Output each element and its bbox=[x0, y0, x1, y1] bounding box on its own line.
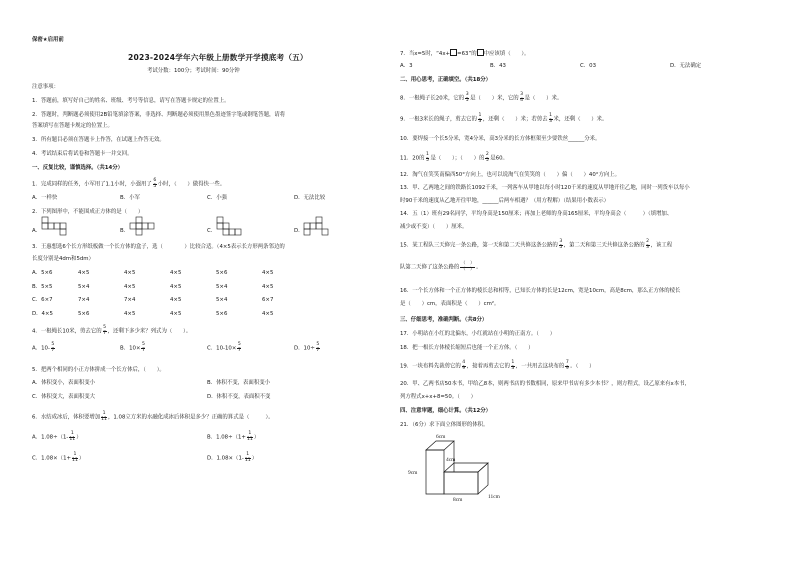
question-8: 8．一根绳子长20米，它的 $\frac{3}{5}$ 是（ ）米，它的 $\frac{3}{4}$ 是（ ）米。 bbox=[400, 92, 563, 103]
question-6: 6．水结成冰后，体积要增加 $\frac{1}{11}$ ，1.08立方米的水融化成冰后体积是多少？正确的算式是（ ）。 bbox=[32, 411, 274, 422]
fraction: $\frac{1}{11}$ bbox=[101, 411, 107, 422]
question-18: 18．把一根长方体棱长缩短后也能一个正方体。（ ） bbox=[400, 345, 534, 351]
fraction: $\frac{5}{7}$ bbox=[103, 325, 107, 336]
option-cell: 5×6 bbox=[78, 310, 90, 317]
option-a[interactable]: A．一样快 bbox=[32, 195, 58, 201]
option-b[interactable]: B．10× $\frac{5}{7}$ bbox=[120, 342, 145, 353]
question-15: 15．某工程队三天修完一条公路，第一天和第二天共修这条公路的 $\frac{3}{5}$ ，第二天和第三天共修这条公路的 $\frac{2}{3}$ ，该工程 bbox=[400, 239, 673, 250]
question-7: 7．当x=5时，“4x+ =63”的 中应该填（ ）。 bbox=[400, 51, 530, 57]
option-d[interactable]: D．无法确定 bbox=[670, 63, 702, 69]
notice-item: 答案填写在答题卡规定的位置上。 bbox=[32, 123, 113, 129]
question-13: 13．甲、乙两地之间的铁路长1092千米，一列客车从甲地以每小时120千米的速度从甲地开往乙地，同时一列货车以每小 bbox=[400, 185, 690, 191]
question-20-line2: 列方程式x+x+8=50。（ ） bbox=[400, 394, 477, 400]
notice-item: 2．答题时，判断题必须使用2B铅笔填涂答案，非选择、判断题必须使用黑色墨迹签字笔或钢笔答题，请将 bbox=[32, 112, 286, 118]
option-d[interactable]: D． bbox=[294, 228, 304, 234]
option-c[interactable]: C． bbox=[207, 228, 217, 234]
option-cell: 4×5 bbox=[262, 283, 274, 290]
question-4: 4．一根绳长10米，剪去它的 $\frac{5}{7}$ ，还剩下多少米？列式为（ ）。 bbox=[32, 325, 192, 336]
label-bottom-right: 11cm bbox=[488, 494, 500, 500]
option-a[interactable]: A．体积变小，表面积变小 bbox=[32, 380, 95, 386]
option-a[interactable]: A．10- $\frac{5}{7}$ bbox=[32, 342, 55, 353]
fraction: $\frac{6}{5}$ bbox=[153, 178, 157, 189]
question-13-line2: 时90千米的速度从乙地开往甲地，______后两车相遇？（用方程解）（结果用小数表示） bbox=[400, 198, 610, 204]
blank-box bbox=[477, 49, 484, 56]
option-cell: 4×5 bbox=[170, 270, 182, 276]
exam-title: 2023-2024学年六年级上册数学开学摸底考（五） bbox=[128, 53, 308, 62]
option-d[interactable]: D．体积不变，表面积不变 bbox=[207, 394, 271, 400]
question-12: 12．淘气在笑笑南偏西50°方向上，也可以说淘气在笑笑的（ ）偏（ ）40°方向上。 bbox=[400, 172, 621, 178]
option-b[interactable]: B．体积不变，表面积变小 bbox=[207, 380, 270, 386]
secret-tag: 保密★启用前 bbox=[32, 37, 64, 43]
option-cell: 5×6 bbox=[216, 310, 228, 317]
option-d[interactable]: D．1.08×（1- $\frac{1}{11}$ ） bbox=[207, 452, 258, 463]
option-cell: 4×5 bbox=[170, 310, 182, 317]
question-16: 16．一个长方体和一个正方体的棱长总和相等，已知长方体的长是12cm，宽是10cm，高是8cm，那么正方体的棱长 bbox=[400, 288, 681, 294]
label-top: 6cm bbox=[436, 434, 446, 440]
section-heading: 三、仔细思考，准确判断。（共8分） bbox=[400, 317, 488, 323]
blank-box bbox=[450, 49, 457, 56]
option-c[interactable]: C．体积变大，表面积变大 bbox=[32, 394, 96, 400]
cube-net-a bbox=[42, 217, 72, 239]
question-14-line2: 减少或不变）（ ）厘米。 bbox=[400, 224, 468, 230]
question-2: 2．下列图形中，不能围成正方体的是（ ） bbox=[32, 209, 144, 215]
option-b[interactable]: B．小军 bbox=[120, 195, 140, 201]
option-a[interactable]: A．1.08÷（1- $\frac{1}{11}$ ） bbox=[32, 431, 82, 442]
exam-info: 考试分数：100分；考试时间：90分钟 bbox=[147, 68, 240, 74]
option-cell: 4×5 bbox=[170, 297, 182, 303]
notice-item: 4．考试结束后将试卷和答题卡一并交回。 bbox=[32, 151, 133, 157]
option-cell: 4×5 bbox=[78, 270, 90, 276]
option-a[interactable]: A．3 bbox=[400, 63, 413, 69]
question-15-line2: 队第二天修了这条公路的 $\frac{( )}{( )}$ 。 bbox=[400, 261, 482, 272]
question-3-line2: 长度分别是4dm和5dm） bbox=[32, 256, 94, 262]
option-cell: 4×5 bbox=[124, 270, 136, 276]
cube-net-d bbox=[304, 217, 334, 239]
option-b[interactable]: B．1.08÷（1+ $\frac{1}{11}$ ） bbox=[207, 431, 260, 442]
option-cell: 4×5 bbox=[124, 283, 136, 290]
label-bottom-mid: 8cm bbox=[453, 497, 463, 503]
option-d[interactable]: D．无法比较 bbox=[294, 195, 326, 201]
option-row-label[interactable]: C．6×7 bbox=[32, 297, 53, 303]
option-cell: 7×4 bbox=[78, 297, 90, 303]
section-heading: 四、注意审题，细心计算。（共12分） bbox=[400, 408, 492, 414]
option-cell: 4×5 bbox=[170, 283, 182, 290]
question-9: 9．一根3米长的绳子，剪去它的 $\frac{1}{3}$ ，还剩（ ）米；若剪去 $\frac{1}{3}$ 米，还剩（ ）米。 bbox=[400, 113, 608, 124]
notice-heading: 注意事项： bbox=[32, 84, 59, 90]
option-cell: 5×4 bbox=[78, 283, 90, 290]
option-c[interactable]: C．10-10× $\frac{5}{7}$ bbox=[207, 342, 241, 353]
option-b[interactable]: B．43 bbox=[490, 63, 506, 69]
section-heading: 一、反复比较，谨慎选择。（共14分） bbox=[32, 165, 124, 171]
option-c[interactable]: C．03 bbox=[580, 63, 597, 69]
option-d[interactable]: D．10÷ $\frac{5}{7}$ bbox=[294, 342, 320, 353]
cube-net-b bbox=[130, 217, 160, 239]
option-cell: 4×5 bbox=[262, 310, 274, 317]
option-c[interactable]: C．1.08×（1+ $\frac{1}{11}$ ） bbox=[32, 452, 85, 463]
option-cell: 5×6 bbox=[216, 270, 228, 276]
option-cell: 4×5 bbox=[262, 270, 274, 276]
label-mid: 4cm bbox=[446, 457, 456, 463]
solid-figure bbox=[406, 432, 516, 504]
question-16-line2: 是（ ）cm，表面积是（ ）cm²。 bbox=[400, 301, 500, 307]
answer-fraction[interactable]: $\frac{( )}{( )}$ bbox=[460, 261, 475, 272]
cube-net-c bbox=[217, 217, 247, 239]
option-cell: 5×4 bbox=[216, 297, 228, 303]
option-row-label[interactable]: A．5×6 bbox=[32, 270, 53, 276]
option-cell: 5×4 bbox=[216, 283, 228, 290]
question-19: 19．一块布料先裁剪它的 $\frac{4}{9}$ ，接着再剪去它的 $\frac{1}{3}$ ，一共用去这块布的 $\frac{7}{9}$ 。（ ） bbox=[400, 360, 595, 371]
notice-item: 3．所有题目必须在答题卡上作答，在试题上作答无效。 bbox=[32, 137, 165, 143]
question-1: 1．完成同样的任务，小军用了1.1小时，小强用了 $\frac{6}{5}$ 小时，（ ）做得快一些。 bbox=[32, 178, 226, 189]
section-heading: 二、用心思考，正确填空。（共18分） bbox=[400, 77, 492, 83]
option-a[interactable]: A． bbox=[32, 228, 42, 234]
option-row-label[interactable]: D．4×5 bbox=[32, 310, 53, 317]
question-5: 5．把两个相同的小正方体拼成一个长方体后，（ ）。 bbox=[32, 367, 165, 373]
question-20: 20．甲、乙两书店50本书，甲给乙8本，则两书店的书数相同，原来甲书店有多少本书？，则方程式，设乙原来有x本书， bbox=[400, 381, 690, 387]
question-17: 17．小明站在小红的北偏东，小红就站在小明的正南方。（ ） bbox=[400, 331, 556, 337]
question-14: 14．五（1）班有29名同学，平均身高是150厘米；再加上老师的身高165厘米，平均身高会（ ）（填增加、 bbox=[400, 211, 673, 217]
question-10: 10．要焊接一个长5分米，宽4分米，高3分米的长方体框架至少要铁丝______分米。 bbox=[400, 136, 601, 142]
option-b[interactable]: B． bbox=[120, 228, 130, 234]
option-c[interactable]: C．小强 bbox=[207, 195, 227, 201]
option-cell: 7×4 bbox=[124, 297, 136, 303]
option-row-label[interactable]: B．5×5 bbox=[32, 283, 53, 290]
question-3: 3．王惠想选6个长方形纸板做一个长方体的盒子，选（ ）比较合适。（4×5表示长方形两条邻边的 bbox=[32, 244, 285, 250]
option-cell: 4×5 bbox=[124, 310, 136, 317]
label-left: 9cm bbox=[408, 470, 418, 476]
question-11: 11．20的 $\frac{1}{5}$ 是（ ）；（ ）的 $\frac{2}{5}$ 是60。 bbox=[400, 152, 508, 163]
option-cell: 6×7 bbox=[262, 297, 274, 303]
question-21: 21．（6分）求下面立体图形的体积。 bbox=[400, 422, 489, 428]
notice-item: 1．答题前，填写好自己的姓名、班级、考号等信息，请写在答题卡规定的位置上。 bbox=[32, 98, 230, 104]
